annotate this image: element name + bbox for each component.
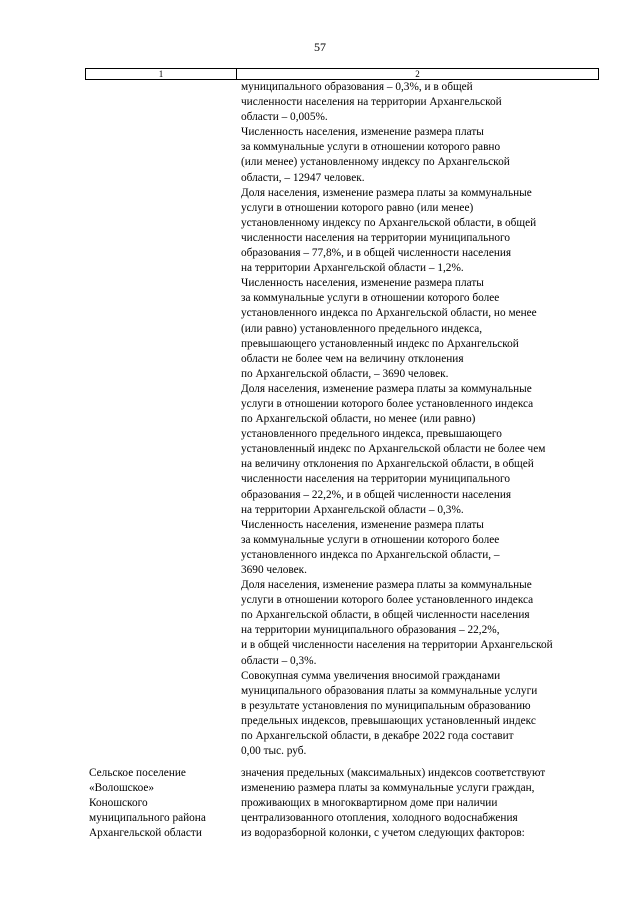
paragraph — [241, 578, 601, 669]
text-line: Численность населения, изменение размера платы — [241, 518, 484, 531]
text-line: Численность населения, изменение размера платы — [241, 277, 484, 290]
paragraph — [241, 80, 601, 125]
text-line: превышающего установленный индекс по Архангельской — [241, 337, 519, 350]
text-line: области не более чем на величину отклонения — [241, 352, 464, 365]
paragraph — [241, 186, 601, 277]
text-line: в результате установления по муниципальным образованию — [241, 699, 531, 712]
text-line: предельных индексов, превышающих установленный индекс — [241, 714, 536, 727]
text-line: проживающих в многоквартирном доме при наличии — [241, 797, 498, 810]
text-line: Доля населения, изменение размера платы за коммунальные — [241, 579, 532, 592]
text-line: (или равно) установленного предельного индекса, — [241, 322, 483, 335]
text-line: значения предельных (максимальных) индексов соответствуют — [241, 767, 546, 779]
paragraph — [241, 669, 601, 760]
text-line: из водоразборной колонки, с учетом следующих факторов: — [241, 827, 525, 840]
text-line: установленный индекс по Архангельской области не более чем — [241, 443, 546, 456]
paragraph — [241, 125, 601, 185]
text-line: на территории муниципального образования – 22,2%, — [241, 624, 500, 637]
text-line: 0,00 тыс. руб. — [241, 745, 307, 758]
text-line: (или менее) установленному индексу по Архангельской — [241, 156, 510, 169]
text-line: установленного предельного индекса, превышающего — [241, 428, 502, 441]
text-line: за коммунальные услуги в отношении которого более — [241, 292, 500, 305]
text-line: численности населения на территории муниципального — [241, 231, 511, 244]
municipality-line: Коношского — [89, 797, 148, 810]
paragraph — [241, 276, 601, 382]
text-line: по Архангельской области, – 3690 человек. — [241, 367, 449, 380]
paragraph — [241, 382, 601, 518]
text-line: установленного индекса по Архангельской области, но менее — [241, 307, 537, 320]
municipality-name — [89, 766, 239, 841]
text-line: муниципального образования – 0,3%, и в общей — [241, 81, 473, 93]
text-line: на территории Архангельской области – 0,3%. — [241, 503, 464, 516]
text-line: услуги в отношении которого более установленного индекса — [241, 397, 534, 410]
paragraph — [241, 518, 601, 578]
text-line: области, – 12947 человек. — [241, 171, 365, 184]
municipality-line: «Волошское» — [89, 782, 155, 795]
text-line: услуги в отношении которого равно (или менее) — [241, 201, 474, 214]
text-line: образования – 77,8%, и в общей численности населения — [241, 247, 512, 260]
municipality-line: Сельское поселение — [89, 767, 186, 779]
text-line: 3690 человек. — [241, 564, 307, 576]
text-line: за коммунальные услуги в отношении которого равно — [241, 141, 501, 154]
page-number: 57 — [314, 40, 326, 54]
text-line: Доля населения, изменение размера платы за коммунальные — [241, 382, 532, 395]
column-header-1: 1 — [86, 69, 237, 80]
text-line: по Архангельской области, но менее (или равно) — [241, 413, 476, 426]
text-line: численности населения на территории муниципального — [241, 473, 511, 486]
text-line: по Архангельской области, в общей численности населения — [241, 609, 530, 622]
text-line: установленного индекса по Архангельской области, – — [241, 548, 500, 561]
text-line: на величину отклонения по Архангельской области, в общей — [241, 458, 534, 471]
text-line: Доля населения, изменение размера платы за коммунальные — [241, 186, 532, 199]
text-line: установленному индексу по Архангельской области, в общей — [241, 216, 537, 229]
municipality-line: Архангельской области — [89, 827, 202, 840]
text-line: Численность населения, изменение размера платы — [241, 126, 484, 139]
text-line: муниципального образования платы за коммунальные услуги — [241, 684, 538, 697]
municipality-description — [241, 766, 601, 841]
text-line: по Архангельской области, в декабре 2022 года составит — [241, 730, 514, 743]
text-line: области – 0,3%. — [241, 654, 317, 667]
text-line: и в общей численности населения на территории Архангельской — [241, 639, 553, 652]
text-line: услуги в отношении которого более установленного индекса — [241, 594, 534, 607]
text-line: за коммунальные услуги в отношении которого более — [241, 533, 500, 546]
text-line: изменению размера платы за коммунальные услуги граждан, — [241, 782, 535, 795]
column-header-2: 2 — [237, 69, 599, 80]
text-line: на территории Архангельской области – 1,2%. — [241, 262, 464, 275]
text-line: Совокупная сумма увеличения вносимой гражданами — [241, 669, 501, 682]
table-header — [85, 68, 599, 80]
text-line: области – 0,005%. — [241, 111, 328, 124]
text-line: централизованного отопления, холодного водоснабжения — [241, 812, 518, 825]
continuation-text — [241, 80, 601, 759]
text-line: численности населения на территории Архангельской — [241, 96, 502, 109]
municipality-line: муниципального района — [89, 812, 206, 825]
text-line: образования – 22,2%, и в общей численности населения — [241, 488, 512, 501]
